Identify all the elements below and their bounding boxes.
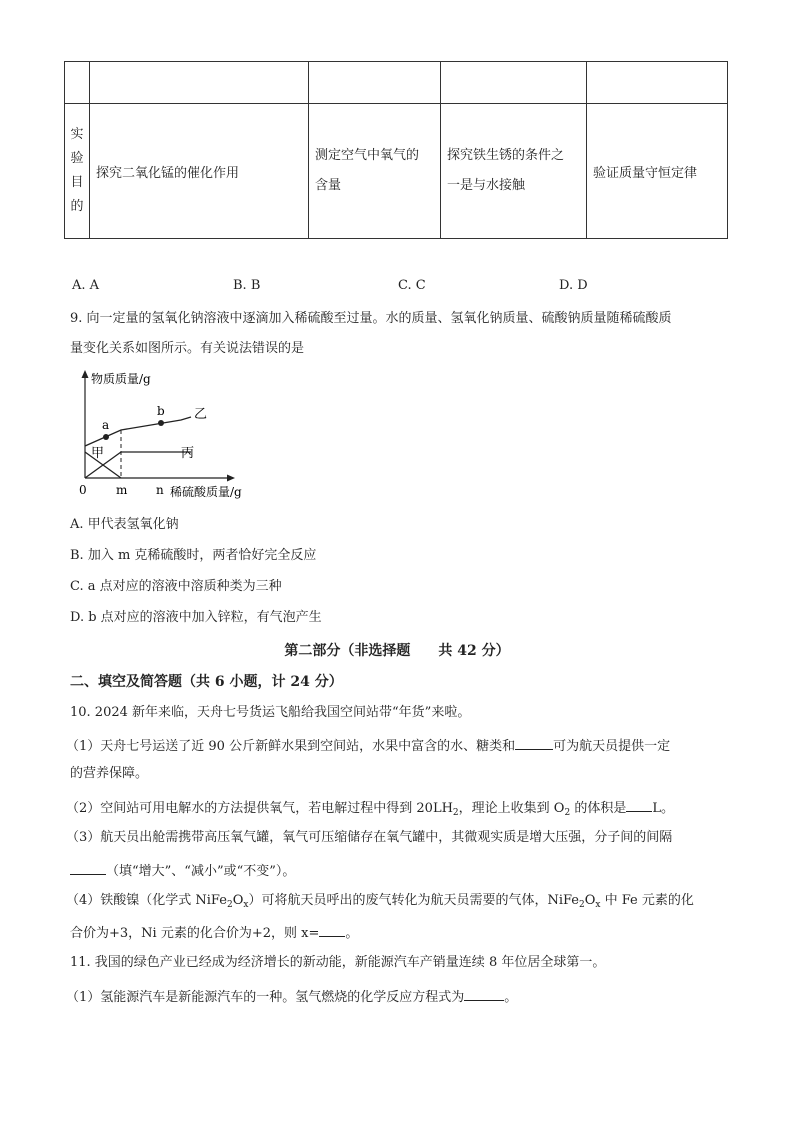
q9-stem-line1: 9. 向一定量的氢氧化钠溶液中逐滴加入稀硫酸至过量。水的质量、氢氧化钠质量、硫酸钠质量随稀硫酸质 (70, 311, 672, 326)
q10-part4-line1 (66, 892, 694, 914)
q10-p4-text-g: 。 (345, 926, 359, 941)
series-yi-label: 乙 (194, 407, 208, 422)
q10-p1-text-a: （1）天舟七号运送了近 90 公斤新鲜水果到空间站，水果中富含的水、糖类和 (66, 739, 516, 754)
q10-p1-text-b: 可为航天员提供一定 (553, 739, 671, 754)
part2-title: 第二部分（非选择题 共 42 分） (284, 643, 510, 659)
point-a-label: a (102, 418, 110, 432)
q8-option-c[interactable]: C. C (398, 278, 426, 293)
point-a (103, 434, 109, 440)
q10-p2-text-a: （2）空间站可用电解水的方法提供氧气，若电解过程中得到 20LH (66, 801, 453, 816)
q10-p4-sub3: 2 (578, 900, 585, 910)
q9-chart (64, 366, 274, 502)
answer-blank[interactable] (70, 860, 106, 875)
q10-p4-text-d: O (584, 893, 596, 908)
row-label-cell (65, 104, 90, 239)
q11-stem: 11. 我国的绿色产业已经成为经济增长的新动能，新能源汽车产销量连续 8 年位居全球第一。 (70, 955, 606, 970)
q10-p4-sub1: 2 (226, 900, 233, 910)
table-cell (90, 62, 309, 104)
table-cell (309, 104, 441, 239)
answer-blank[interactable] (464, 986, 504, 1001)
table-cell (309, 62, 441, 104)
table-cell (90, 104, 309, 239)
point-b-label: b (157, 404, 165, 418)
table-cell (587, 62, 728, 104)
table-cell (65, 62, 90, 104)
q10-part1-line2: 的营养保障。 (70, 766, 149, 781)
x-axis-arrow (227, 475, 235, 482)
x-tick-m: m (116, 483, 128, 497)
purpose-c-line2: 一是与水接触 (447, 178, 526, 193)
origin-label: 0 (79, 483, 87, 497)
point-b (158, 420, 164, 426)
q11-p1-text-a: （1）氢能源汽车是新能源汽车的一种。氢气燃烧的化学反应方程式为 (66, 990, 465, 1005)
q10-p2-text-b: ，理论上收集到 O (458, 801, 565, 816)
q10-part3-line2 (70, 860, 295, 881)
q9-option-c[interactable]: C. a 点对应的溶液中溶质种类为三种 (70, 579, 282, 594)
answer-blank[interactable] (515, 735, 553, 750)
table-cell (441, 104, 587, 239)
series-jia-label: 甲 (91, 446, 105, 461)
series-yi-line (85, 417, 191, 446)
answer-blank[interactable] (319, 922, 345, 937)
answer-blank[interactable] (626, 797, 652, 812)
q11-part1 (66, 986, 517, 1007)
row-label-char: 的 (70, 199, 84, 214)
q9-stem-line2: 量变化关系如图所示。有关说法错误的是 (70, 341, 305, 356)
q10-p4-sub2: x (243, 900, 249, 910)
q10-part1-line1 (66, 735, 670, 756)
q8-option-d[interactable]: D. D (559, 278, 588, 293)
q8-option-a[interactable]: A. A (72, 278, 100, 293)
row-label-char: 目 (70, 175, 84, 190)
y-axis-arrow (82, 370, 89, 378)
table-header-row (65, 62, 728, 104)
q10-p4-text-a: （4）铁酸镍（化学式 NiFe (66, 893, 227, 908)
row-label-char: 验 (70, 151, 84, 166)
q9-option-b[interactable]: B. 加入 m 克稀硫酸时，两者恰好完全反应 (70, 548, 317, 563)
q9-option-a[interactable]: A. 甲代表氢氧化钠 (70, 517, 179, 532)
purpose-a: 探究二氧化锰的催化作用 (96, 165, 240, 181)
table-row (65, 104, 728, 239)
purpose-b-line1: 测定空气中氧气的 (315, 148, 420, 163)
row-label-char: 实 (70, 127, 84, 142)
purpose-b-line2: 含量 (315, 178, 342, 193)
q10-p2-sub1: 2 (452, 808, 459, 818)
experiment-table (64, 61, 728, 239)
series-bing-label: 丙 (181, 446, 195, 461)
x-tick-n: n (156, 483, 164, 497)
q10-p2-sub2: 2 (564, 808, 571, 818)
x-axis-label: 稀硫酸质量/g (170, 485, 242, 499)
q10-part2 (66, 797, 674, 822)
q10-p4-text-e: 中 Fe 元素的化 (600, 893, 694, 908)
q11-p1-text-b: 。 (504, 990, 518, 1005)
y-axis-label: 物质质量/g (91, 372, 151, 386)
q10-part3-line1: （3）航天员出舱需携带高压氧气罐，氧气可压缩储存在氧气罐中，其微观实质是增大压强，分子间的间隔 (66, 830, 673, 845)
q10-p4-text-f: 合价为+3，Ni 元素的化合价为+2，则 x= (70, 926, 320, 941)
q8-option-b[interactable]: B. B (233, 278, 261, 293)
q10-stem: 10. 2024 新年来临，天舟七号货运飞船给我国空间站带“年货”来啦。 (70, 705, 471, 720)
q10-part4-line2 (70, 922, 358, 943)
section-heading: 二、填空及简答题（共 6 小题，计 24 分） (70, 674, 343, 690)
q10-p4-text-b: O (232, 893, 244, 908)
q10-p2-text-c: 的体积是 (570, 801, 627, 816)
q10-p4-sub4: x (595, 900, 601, 910)
q9-option-d[interactable]: D. b 点对应的溶液中加入锌粒，有气泡产生 (70, 610, 322, 625)
table-cell (587, 104, 728, 239)
purpose-d: 验证质量守恒定律 (593, 165, 698, 181)
q10-p3-text-b: （填“增大”、“减小”或“不变”）。 (106, 864, 296, 879)
q10-p2-text-d: L。 (652, 801, 674, 816)
table-cell (441, 62, 587, 104)
q10-p4-text-c: ）可将航天员呼出的废气转化为航天员需要的气体，NiFe (248, 893, 579, 908)
purpose-c-line1: 探究铁生锈的条件之 (447, 148, 565, 163)
